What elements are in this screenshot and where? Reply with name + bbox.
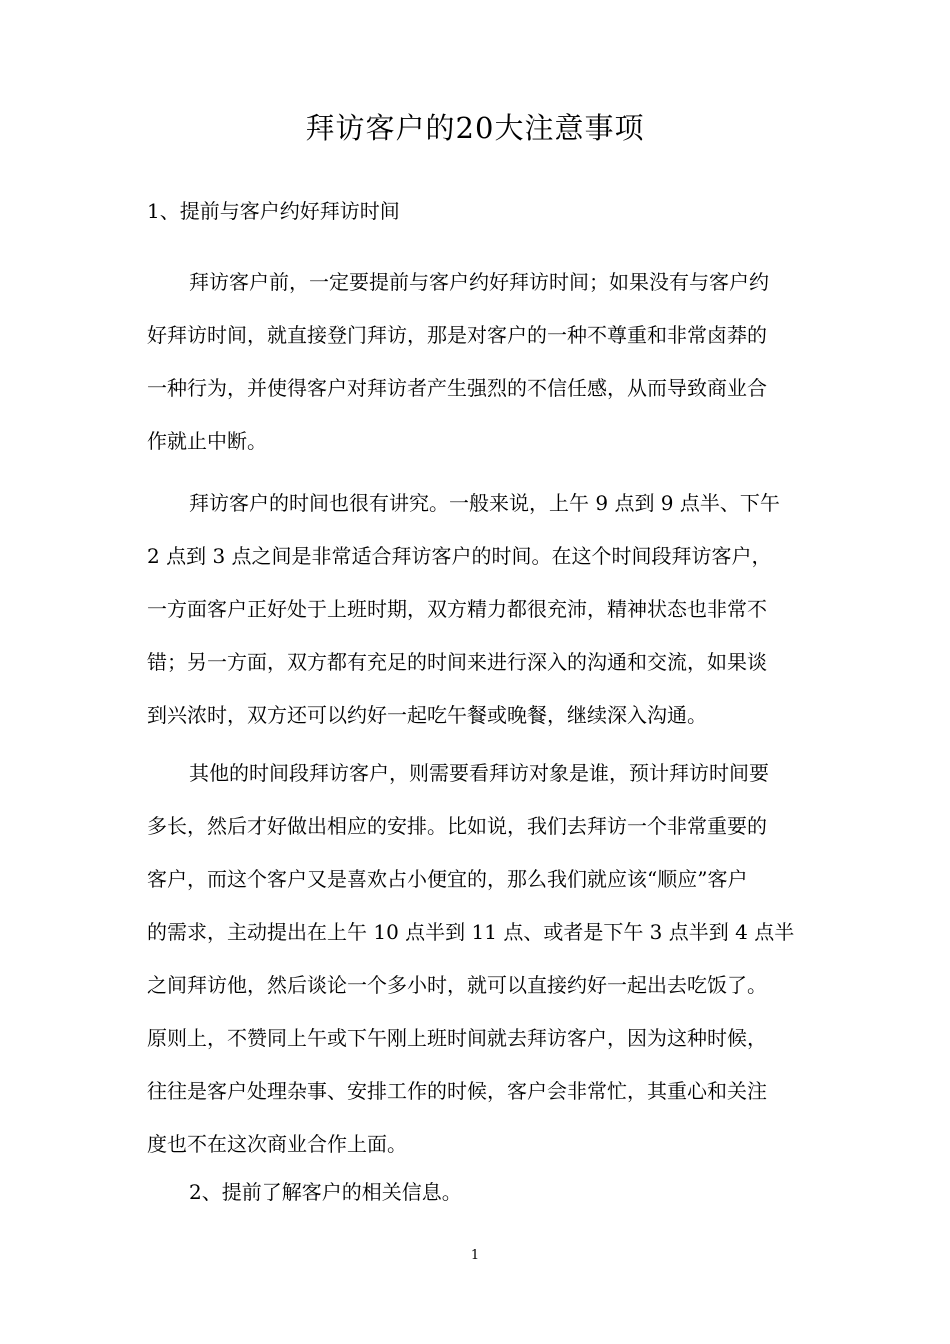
paragraph-line: 一方面客户正好处于上班时期，双方精力都很充沛，精神状态也非常不 — [147, 597, 767, 621]
paragraph-line: 客户，而这个客户又是喜欢占小便宜的，那么我们就应该“顺应”客户 — [147, 867, 748, 891]
paragraph-line: 拜访客户前，一定要提前与客户约好拜访时间；如果没有与客户约 — [189, 270, 769, 294]
document-title: 拜访客户的20大注意事项 — [305, 111, 645, 145]
paragraph-2 — [147, 477, 807, 742]
paragraph-line: 之间拜访他，然后谈论一个多小时，就可以直接约好一起出去吃饭了。 — [147, 973, 767, 997]
paragraph-line: 原则上，不赞同上午或下午刚上班时间就去拜访客户，因为这种时候， — [147, 1026, 767, 1050]
page-number: 1 — [470, 1248, 480, 1263]
paragraph-line: 其他的时间段拜访客户，则需要看拜访对象是谁，预计拜访时间要 — [189, 761, 769, 785]
paragraph-line: 拜访客户的时间也很有讲究。一般来说，上午 9 点到 9 点半、下午 — [189, 491, 780, 515]
paragraph-line: 一种行为，并使得客户对拜访者产生强烈的不信任感，从而导致商业合 — [147, 376, 767, 400]
paragraph-line: 2 点到 3 点之间是非常适合拜访客户的时间。在这个时间段拜访客户， — [147, 544, 772, 568]
paragraph-line: 的需求，主动提出在上午 10 点半到 11 点、或者是下午 3 点半到 4 点半 — [147, 920, 795, 944]
paragraph-line: 往往是客户处理杂事、安排工作的时候，客户会非常忙，其重心和关注 — [147, 1079, 767, 1103]
section-heading-2: 2、提前了解客户的相关信息。 — [189, 1180, 462, 1204]
paragraph-line: 好拜访时间，就直接登门拜访，那是对客户的一种不尊重和非常卤莽的 — [147, 323, 767, 347]
paragraph-1 — [147, 256, 807, 468]
paragraph-line: 到兴浓时，双方还可以约好一起吃午餐或晚餐，继续深入沟通。 — [147, 703, 707, 727]
section-heading-1: 1、提前与客户约好拜访时间 — [147, 199, 400, 223]
paragraph-line: 多长，然后才好做出相应的安排。比如说，我们去拜访一个非常重要的 — [147, 814, 767, 838]
paragraph-line: 度也不在这次商业合作上面。 — [147, 1132, 407, 1156]
paragraph-line: 作就止中断。 — [147, 429, 267, 453]
paragraph-3 — [147, 747, 807, 1171]
paragraph-line: 错；另一方面，双方都有充足的时间来进行深入的沟通和交流，如果谈 — [147, 650, 767, 674]
